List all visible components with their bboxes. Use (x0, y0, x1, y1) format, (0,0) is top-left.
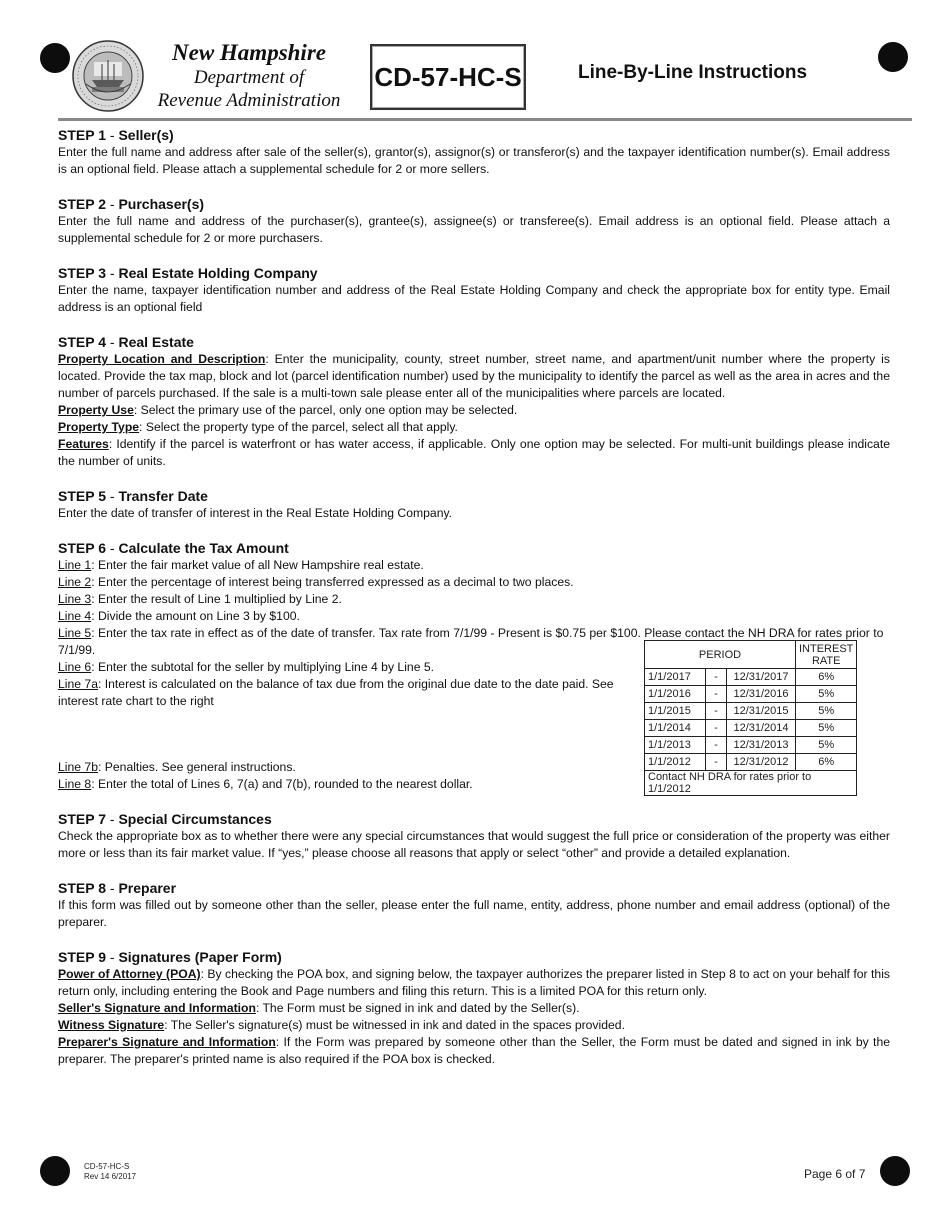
step-7-heading: STEP 7 - Special Circumstances (58, 811, 272, 827)
step-9 (58, 948, 890, 1068)
period-start: 1/1/2017 (645, 669, 706, 686)
line-7b-instruction: Line 7b: Penalties. See general instructions. (58, 760, 296, 774)
step-9-poa: Power of Attorney (POA): By checking the POA box, and signing below, the taxpayer authorizes the preparer listed in Step 8 to act on your behalf for this return only, including entering the Book and Page numbers and filing this return. This is a limited POA for this return only. (58, 967, 890, 998)
line-8-instruction: Line 8: Enter the total of Lines 6, 7(a) and 7(b), rounded to the nearest dollar. (58, 777, 473, 791)
step-1 (58, 126, 890, 178)
step-7 (58, 810, 890, 862)
header-divider (58, 118, 912, 121)
period-end: 12/31/2017 (727, 669, 796, 686)
period-separator: - (706, 737, 727, 754)
footer-form-info (84, 1162, 136, 1182)
page-title: Line-By-Line Instructions (578, 62, 808, 83)
step-1-heading: STEP 1 - Seller(s) (58, 127, 174, 143)
rate-value: 5% (796, 703, 857, 720)
table-row (645, 703, 857, 720)
line-3-instruction: Line 3: Enter the result of Line 1 multiplied by Line 2. (58, 592, 342, 606)
punch-hole-bottom-left (40, 1156, 70, 1186)
rate-value: 6% (796, 754, 857, 771)
table-row (645, 737, 857, 754)
step-4-location: Property Location and Description: Enter the municipality, county, street number, street name, and apartment/unit number where the property is located. Provide the tax map, block and lot (parcel identification number) used by the municipality to identify the parcel as well as the area in acres and the number of parcels purchased. If the sale is a multi-town sale please enter all of the municipalities where parcels are located. (58, 352, 890, 400)
line-2-instruction: Line 2: Enter the percentage of interest being transferred expressed as a decimal to two places. (58, 575, 574, 589)
step-3 (58, 264, 890, 316)
step-3-text: Enter the name, taxpayer identification number and address of the Real Estate Holding Company and check the appropriate box for entity type. Email address is an optional field (58, 283, 890, 314)
period-separator: - (706, 754, 727, 771)
punch-hole-top-right (878, 42, 908, 72)
step-8 (58, 879, 890, 931)
period-end: 12/31/2014 (727, 720, 796, 737)
rate-value: 6% (796, 669, 857, 686)
period-end: 12/31/2015 (727, 703, 796, 720)
line-5-instruction: Line 5: Enter the tax rate in effect as of the date of transfer. Tax rate from 7/1/99 - Present is $0.75 per $100. Please contact the NH DRA for rates prior to 7/1/99. (58, 626, 884, 657)
line-7a-instruction: Line 7a: Interest is calculated on the balance of tax due from the original due date to the date paid. See interest rate chart to the right (58, 677, 614, 708)
table-footer-row (645, 771, 857, 796)
step-4-type: Property Type: Select the property type of the parcel, select all that apply. (58, 420, 458, 434)
step-2-heading: STEP 2 - Purchaser(s) (58, 196, 205, 212)
table-row (645, 669, 857, 686)
punch-hole-top-left (40, 43, 70, 73)
step-9-witness-signature: Witness Signature: The Seller's signature(s) must be witnessed in ink and dated in the spaces provided. (58, 1018, 625, 1032)
footer-form-id: CD-57-HC-S (84, 1162, 130, 1171)
step-7-text: Check the appropriate box as to whether there were any special circumstances that would suggest the full price or consideration of the property was either more or less than its fair market value. If “yes,” please choose all reasons that apply or select “other” and provide a detailed explanation. (58, 829, 890, 860)
instructions-body (58, 126, 890, 1085)
period-end: 12/31/2016 (727, 686, 796, 703)
form-id: CD-57-HC-S (374, 61, 522, 92)
step-3-heading: STEP 3 - Real Estate Holding Company (58, 265, 318, 281)
step-6-heading: STEP 6 - Calculate the Tax Amount (58, 540, 289, 556)
period-separator: - (706, 686, 727, 703)
spacer (58, 710, 633, 759)
period-start: 1/1/2014 (645, 720, 706, 737)
period-start: 1/1/2013 (645, 737, 706, 754)
line-1-instruction: Line 1: Enter the fair market value of all New Hampshire real estate. (58, 558, 424, 572)
step-8-heading: STEP 8 - Preparer (58, 880, 177, 896)
step-9-preparer-signature: Preparer's Signature and Information: If the Form was prepared by someone other than the Seller, the Form must be dated and signed in ink by the preparer. The preparer's printed name is also required if the POA box is checked. (58, 1035, 890, 1066)
step-4-use: Property Use: Select the primary use of the parcel, only one option may be selected. (58, 403, 518, 417)
table-row (645, 686, 857, 703)
step-6 (58, 539, 890, 793)
table-footnote: Contact NH DRA for rates prior to 1/1/2012 (645, 771, 857, 796)
punch-hole-bottom-right (880, 1156, 910, 1186)
period-header: PERIOD (645, 641, 796, 669)
step-2 (58, 195, 890, 247)
step-9-heading: STEP 9 - Signatures (Paper Form) (58, 949, 282, 965)
step-5 (58, 487, 890, 522)
step-4 (58, 333, 890, 470)
period-start: 1/1/2016 (645, 686, 706, 703)
period-separator: - (706, 703, 727, 720)
step-5-text: Enter the date of transfer of interest in the Real Estate Holding Company. (58, 506, 453, 520)
interest-rate-header: INTEREST RATE (796, 641, 857, 669)
rate-value: 5% (796, 720, 857, 737)
step-9-seller-signature: Seller's Signature and Information: The Form must be signed in ink and dated by the Seller(s). (58, 1001, 580, 1015)
line-6-instruction: Line 6: Enter the subtotal for the seller by multiplying Line 4 by Line 5. (58, 660, 435, 674)
period-start: 1/1/2015 (645, 703, 706, 720)
step-4-features: Features: Identify if the parcel is waterfront or has water access, if applicable. Only one option may be selected. For multi-unit buildings please indicate the number of units. (58, 437, 890, 468)
step-2-text: Enter the full name and address of the purchaser(s), grantee(s), assignee(s) or transferee(s). Email address is an optional field. Please attach a supplemental schedule for 2 or more purchasers. (58, 214, 890, 245)
department-name (142, 40, 356, 112)
step-8-text: If this form was filled out by someone other than the seller, please enter the full name, entity, address, phone number and email address (optional) of the preparer. (58, 898, 890, 929)
department-line-2: Department of (193, 67, 305, 88)
period-end: 12/31/2012 (727, 754, 796, 771)
step-1-text: Enter the full name and address after sale of the seller(s), grantor(s), assignor(s) or transferor(s) and the taxpayer identification number(s). Email address is an optional field. Please attach a supplemental schedule for 2 or more sellers. (58, 145, 890, 176)
period-separator: - (706, 720, 727, 737)
table-header-row (645, 641, 857, 669)
form-id-box (370, 44, 526, 110)
interest-rate-table (644, 640, 857, 796)
department-line-1: New Hampshire (172, 40, 326, 65)
page-number: Page 6 of 7 (804, 1167, 866, 1181)
department-line-3: Revenue Administration (157, 90, 341, 111)
rate-value: 5% (796, 686, 857, 703)
footer-revision: Rev 14 6/2017 (84, 1172, 137, 1181)
step-5-heading: STEP 5 - Transfer Date (58, 488, 208, 504)
step-4-heading: STEP 4 - Real Estate (58, 334, 194, 350)
period-separator: - (706, 669, 727, 686)
state-seal-logo (72, 40, 144, 112)
period-end: 12/31/2013 (727, 737, 796, 754)
table-row (645, 720, 857, 737)
table-row (645, 754, 857, 771)
rate-value: 5% (796, 737, 857, 754)
period-start: 1/1/2012 (645, 754, 706, 771)
line-4-instruction: Line 4: Divide the amount on Line 3 by $100. (58, 609, 300, 623)
